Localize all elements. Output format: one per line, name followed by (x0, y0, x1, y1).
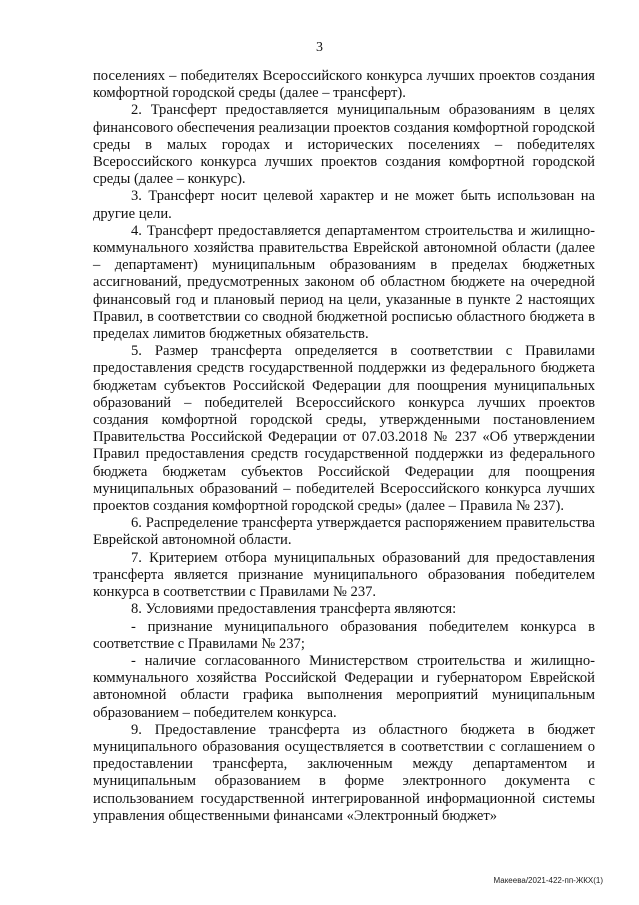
paragraph-item-8: 8. Условиями предоставления трансферта являются: (131, 601, 457, 618)
paragraph-item-6: 6. Распределение трансферта утверждается распоряжением правительства Еврейской автономной области. (93, 515, 595, 549)
document-body (93, 68, 595, 825)
page-number: 3 (316, 40, 323, 55)
paragraph-condition-2: - наличие согласованного Министерством строительства и жилищно-коммунального хозяйства Российской Федерации и губернатором Еврейской автономной области графика выполнения мероприятий муниципальным образованием – победителем конкурса. (93, 652, 595, 721)
paragraph-item-4: 4. Трансферт предоставляется департаментом строительства и жилищно-коммунального хозяйства правительства Еврейской автономной области (далее – департамент) муниципальным образованиям в пределах бюджетных ассигнований, предусмотренных законом об областном бюджете на очередной финансовый год и плановый период на цели, указанные в пункте 2 настоящих Правил, в соответствии со сводной бюджетной росписью областного бюджета в пределах лимитов бюджетных обязательств. (93, 222, 595, 343)
document-footer-code: Макеева/2021-422-пп-ЖКХ(1) (493, 876, 603, 885)
paragraph-continuation: поселениях – победителях Всероссийского конкурса лучших проектов создания комфортной городской среды (далее – трансферт). (93, 68, 595, 102)
paragraph-item-9: 9. Предоставление трансферта из областного бюджета в бюджет муниципального образования осуществляется в соответствии с соглашением о предоставлении трансферта, заключенным между департаментом и муниципальным образованием в форме электронного документа с использованием государственной интегрированной информационной системы управления общественными финансами «Электронный бюджет» (93, 721, 595, 824)
paragraph-condition-1: - признание муниципального образования победителем конкурса в соответствие с Правилами № 237; (93, 618, 595, 652)
paragraph-item-5: 5. Размер трансферта определяется в соответствии с Правилами предоставления средств государственной поддержки из федерального бюджета бюджетам субъектов Российской Федерации для поощрения муниципальных образований – победителей Всероссийского конкурса лучших проектов создания комфортной городской среды, утвержденными постановлением Правительства Российской Федерации от 07.03.2018 № 237 «Об утверждении Правил предоставления средств государственной поддержки из федерального бюджета бюджетам субъектов Российской Федерации для поощрения муниципальных образований – победителей Всероссийского конкурса лучших проектов создания комфортной городской среды» (далее – Правила № 237). (93, 343, 595, 515)
paragraph-item-2: 2. Трансферт предоставляется муниципальным образованиям в целях финансового обеспечения реализации проектов создания комфортной городской среды в малых городах и исторических поселениях – победителях Всероссийского конкурса лучших проектов создания комфортной городской среды (далее – конкурс). (93, 102, 595, 188)
paragraph-item-7: 7. Критерием отбора муниципальных образований для предоставления трансферта является признание муниципального образования победителем конкурса в соответствии с Правилами № 237. (93, 549, 595, 601)
paragraph-item-3: 3. Трансферт носит целевой характер и не может быть использован на другие цели. (93, 188, 595, 222)
